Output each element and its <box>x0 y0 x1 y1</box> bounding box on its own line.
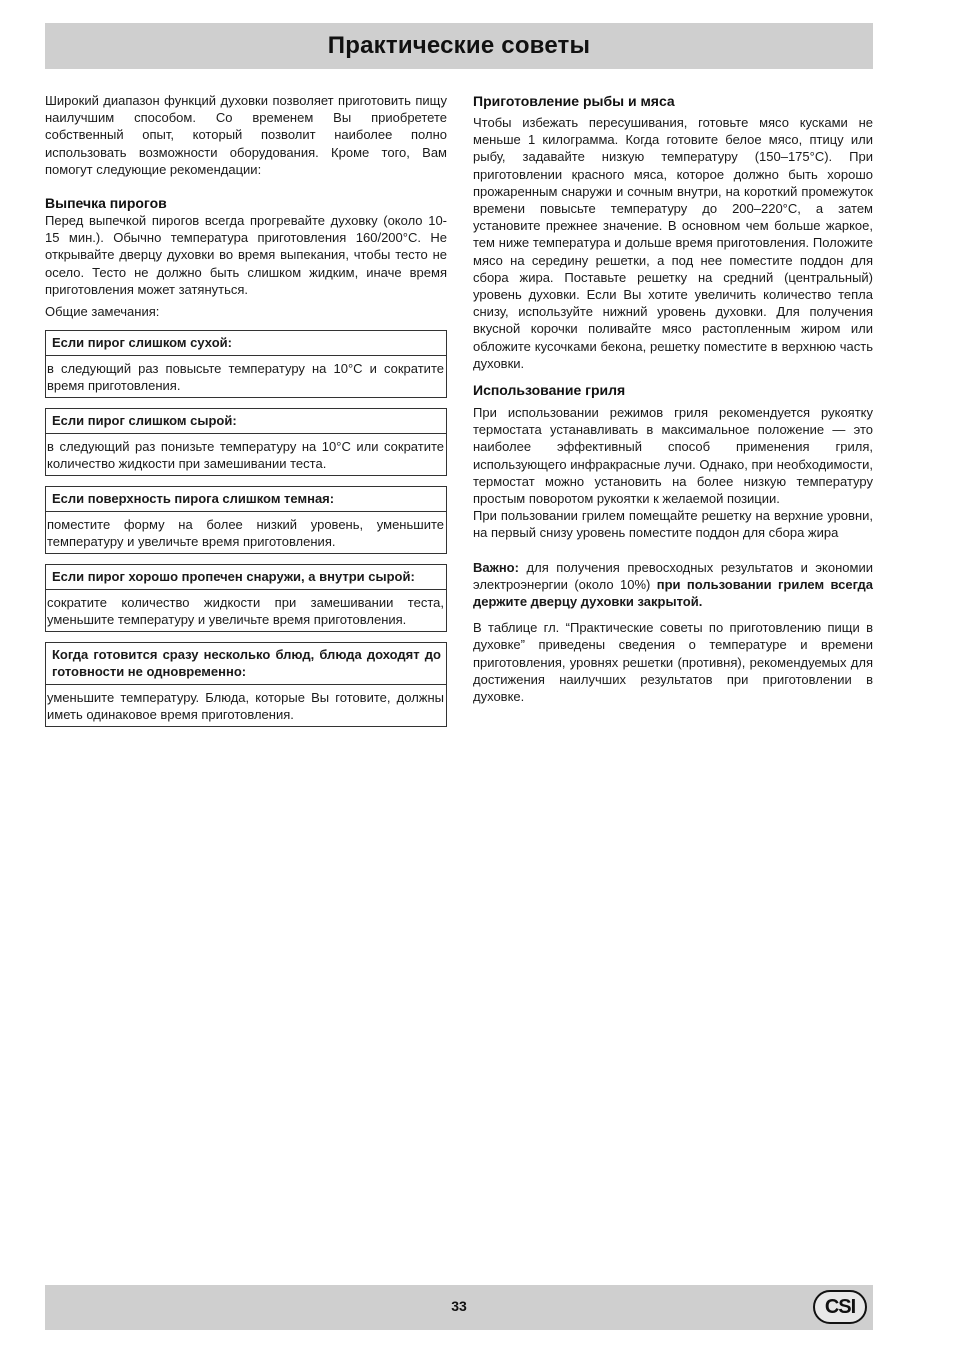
page-number: 33 <box>451 1298 467 1314</box>
important-paragraph <box>473 559 873 611</box>
important-text: для получения превосходных результатов и экономии электроэнергии (около 10%) <box>473 559 873 592</box>
right-column <box>473 92 873 705</box>
tip-solution: поместите форму на более низкий уровень, уменьшите температуру и увеличьте время приготовления. <box>47 517 444 550</box>
tip-problem: Если пирог хорошо пропечен снаружи, а внутри сырой: <box>46 565 446 590</box>
tip-box-multiple-dishes <box>45 642 447 727</box>
tip-box-too-moist <box>45 408 447 476</box>
baking-paragraph: Перед выпечкой пирогов всегда прогревайте духовку (около 10-15 мин.). Обычно температура приготовления 160/200°С. Не открывайте дверцу духовки во время выпекания, чтобы тесто не осело. Тесто не должно быть слишком жидким, иначе время приготовления может затянуться. <box>45 213 447 297</box>
left-column <box>45 92 447 727</box>
csi-logo: CSI <box>813 1290 867 1324</box>
footer-bar <box>45 1285 873 1330</box>
table-reference-paragraph: В таблице гл. “Практические советы по приготовлению пищи в духовке” приведены сведения о температуре и времени приготовления, уровнях решетки (противня), рекомендуемых для достижения наилучших результатов при приготовлении в духовке. <box>473 620 873 705</box>
tip-box-too-dry <box>45 330 447 398</box>
general-notes-label: Общие замечания: <box>45 304 160 320</box>
important-bold-text: при пользовании грилем всегда держите дверцу духовки закрытой. <box>473 576 873 610</box>
tip-box-too-dark <box>45 486 447 554</box>
grill-paragraph-1: При использовании режимов гриля рекомендуется рукоятку термостата устанавливать в максимальное положение — это наиболее эффективный способ применения гриля, использующего инфракрасные лучи. Однако, при необходимости, термостат можно установить на более низкую температуру простым поворотом рукоятки к желаемой позиции. <box>473 405 873 507</box>
title-bar <box>45 23 873 69</box>
tip-problem: Если пирог слишком сырой: <box>46 409 446 434</box>
tip-problem: Если пирог слишком сухой: <box>46 331 446 356</box>
intro-paragraph: Широкий диапазон функций духовки позволяет приготовить пищу наилучшим способом. Со временем Вы приобретете собственный опыт, который позволит наиболее полно использовать возможности оборудования. Кроме того, Вам помогут следующие рекомендации: <box>45 93 447 177</box>
fish-meat-paragraph: Чтобы избежать пересушивания, готовьте мясо кусками не меньше 1 килограмма. Когда готовите белое мясо, птицу или рыбу, задавайте низкую температуру (150–175°С). При приготовлении красного мяса, которое должно быть хорошо прожаренным снаружи и сочным внутри, на короткий промежуток времени повысьте температуру до 200–220°С, а затем установите прежнее значение. В основном чем больше жаркое, тем ниже температура и дольше время приготовления. Положите мясо на середину решетки, а под нее поместите поддон для сбора жира. Поставьте решетку на средний (центральный) уровень духовки. Если Вы хотите увеличить количество тепла снизу, используйте нижний уровень духовки. Для получения вкусной корочки поливайте мясо растопленным жиром или обложите кусочками бекона, решетку поместите в верхнюю часть духовки. <box>473 115 873 371</box>
tip-problem: Когда готовится сразу несколько блюд, блюда доходят до готовности не одновременно: <box>46 643 446 685</box>
baking-heading: Выпечка пирогов <box>45 195 167 212</box>
grill-paragraph-2: При пользовании грилем помещайте решетку на верхние уровни, на первый снизу уровень поместите поддон для сбора жира <box>473 508 873 541</box>
important-label: Важно: <box>473 559 519 575</box>
tip-box-raw-inside <box>45 564 447 632</box>
tip-solution: уменьшите температуру. Блюда, которые Вы готовите, должны иметь одинаковое время приготовления. <box>47 690 444 723</box>
grill-heading: Использование гриля <box>473 382 626 399</box>
tip-solution: в следующий раз понизьте температуру на 10°С или сократите количество жидкости при замешивании теста. <box>47 439 444 472</box>
page-title: Практические советы <box>327 32 591 59</box>
tip-problem: Если поверхность пирога слишком темная: <box>46 487 446 512</box>
tip-solution: сократите количество жидкости при замешивании теста, уменьшите температуру и увеличьте время приготовления. <box>47 595 444 628</box>
tip-solution: в следующий раз повысьте температуру на 10°С и сократите время приготовления. <box>47 361 444 394</box>
fish-meat-heading: Приготовление рыбы и мяса <box>473 93 675 109</box>
